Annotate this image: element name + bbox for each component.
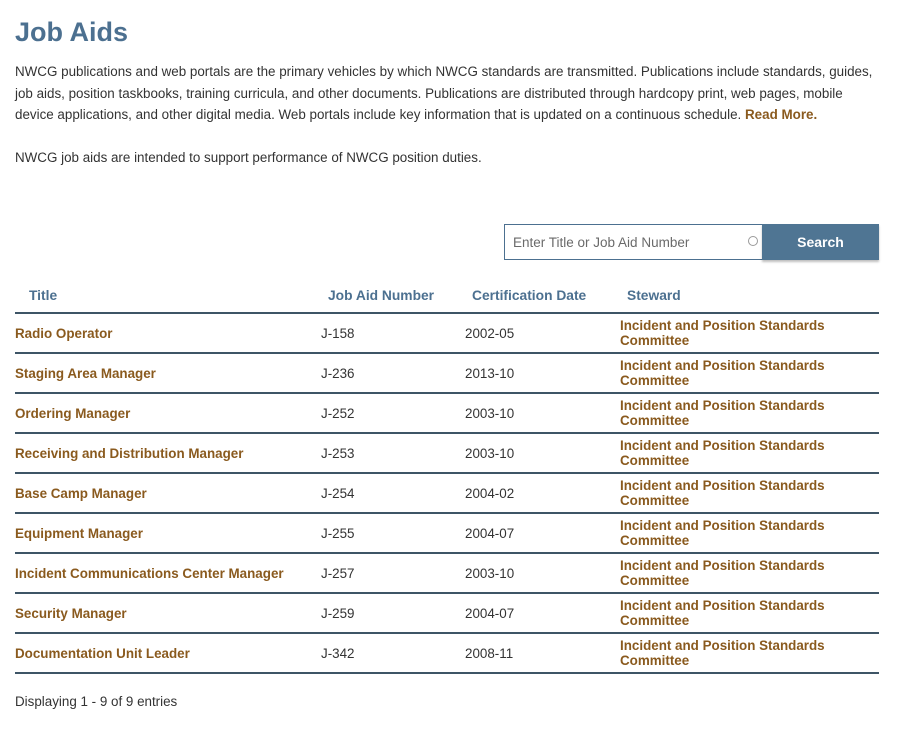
steward-link[interactable]: Incident and Position Standards Committee: [620, 553, 879, 593]
certification-date: 2003-10: [465, 393, 620, 433]
job-aid-title-link[interactable]: Ordering Manager: [15, 393, 321, 433]
table-row: [15, 553, 879, 593]
job-aid-title-link[interactable]: Staging Area Manager: [15, 353, 321, 393]
column-header-certification-date[interactable]: Certification Date: [465, 278, 620, 313]
job-aid-number: J-236: [321, 353, 465, 393]
search-form: [504, 224, 879, 260]
job-aid-title-link[interactable]: Equipment Manager: [15, 513, 321, 553]
job-aid-number: J-253: [321, 433, 465, 473]
table-row: [15, 313, 879, 353]
clear-search-icon[interactable]: [748, 236, 758, 246]
column-header-job-aid-number[interactable]: Job Aid Number: [321, 278, 465, 313]
job-aid-number: J-255: [321, 513, 465, 553]
certification-date: 2002-05: [465, 313, 620, 353]
job-aid-number: J-158: [321, 313, 465, 353]
job-aid-number: J-252: [321, 393, 465, 433]
job-aid-number: J-257: [321, 553, 465, 593]
column-header-steward[interactable]: Steward: [620, 278, 879, 313]
table-row: [15, 393, 879, 433]
steward-link[interactable]: Incident and Position Standards Committee: [620, 353, 879, 393]
steward-link[interactable]: Incident and Position Standards Committee: [620, 313, 879, 353]
table-row: [15, 633, 879, 673]
table-header-row: [15, 278, 879, 313]
job-aid-title-link[interactable]: Base Camp Manager: [15, 473, 321, 513]
steward-link[interactable]: Incident and Position Standards Committee: [620, 393, 879, 433]
steward-link[interactable]: Incident and Position Standards Committee: [620, 433, 879, 473]
steward-link[interactable]: Incident and Position Standards Committee: [620, 593, 879, 633]
certification-date: 2013-10: [465, 353, 620, 393]
table-row: [15, 353, 879, 393]
table-row: [15, 433, 879, 473]
intro-paragraph: [15, 61, 885, 126]
certification-date: 2003-10: [465, 433, 620, 473]
steward-link[interactable]: Incident and Position Standards Committee: [620, 513, 879, 553]
job-aid-title-link[interactable]: Documentation Unit Leader: [15, 633, 321, 673]
certification-date: 2004-07: [465, 593, 620, 633]
job-aid-title-link[interactable]: Radio Operator: [15, 313, 321, 353]
certification-date: 2003-10: [465, 553, 620, 593]
entries-count: Displaying 1 - 9 of 9 entries: [15, 694, 178, 709]
table-row: [15, 513, 879, 553]
job-aid-title-link[interactable]: Receiving and Distribution Manager: [15, 433, 321, 473]
intro-paragraph-2: NWCG job aids are intended to support performance of NWCG position duties.: [15, 150, 482, 165]
certification-date: 2004-02: [465, 473, 620, 513]
job-aid-title-link[interactable]: Security Manager: [15, 593, 321, 633]
search-button[interactable]: Search: [762, 224, 879, 260]
job-aids-table: [15, 278, 879, 674]
job-aid-title-link[interactable]: Incident Communications Center Manager: [15, 553, 321, 593]
column-header-title[interactable]: Title: [15, 278, 321, 313]
steward-link[interactable]: Incident and Position Standards Committee: [620, 633, 879, 673]
table-row: [15, 593, 879, 633]
intro-text: NWCG publications and web portals are the primary vehicles by which NWCG standards are transmitted. Publications include standards, guides, job aids, position taskbooks, training curricula, and other documents. Publications are distributed through hardcopy print, web pages, mobile device applications, and other digital media. Web portals include key information that is updated on a continuous schedule.: [15, 64, 873, 122]
table-row: [15, 473, 879, 513]
page-title: Job Aids: [15, 17, 129, 47]
job-aid-number: J-259: [321, 593, 465, 633]
job-aid-number: J-342: [321, 633, 465, 673]
certification-date: 2004-07: [465, 513, 620, 553]
search-input[interactable]: [504, 224, 762, 260]
read-more-link[interactable]: Read More.: [745, 107, 818, 122]
job-aid-number: J-254: [321, 473, 465, 513]
certification-date: 2008-11: [465, 633, 620, 673]
steward-link[interactable]: Incident and Position Standards Committee: [620, 473, 879, 513]
